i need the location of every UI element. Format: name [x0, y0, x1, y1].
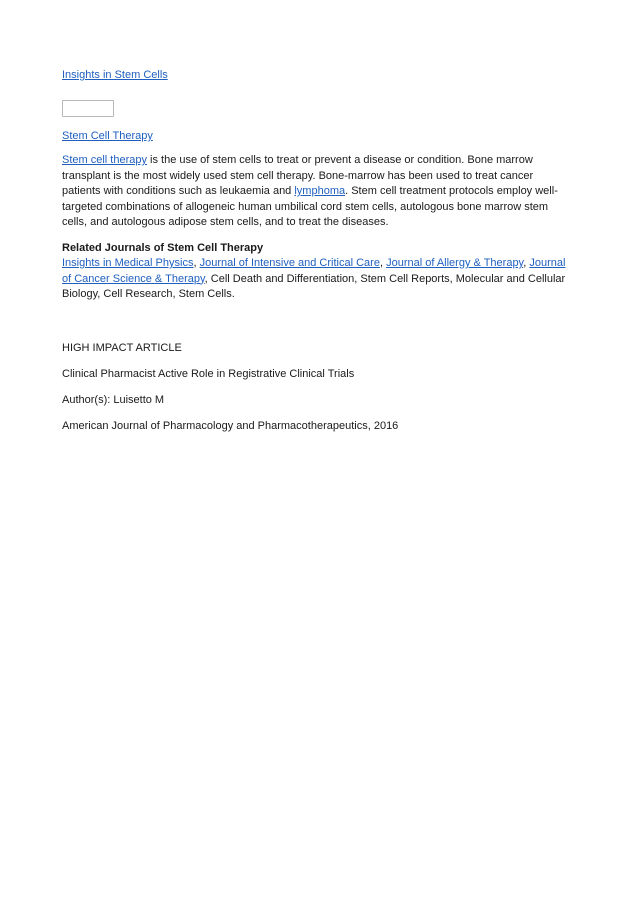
related-journals-heading: Related Journals of Stem Cell Therapy [62, 241, 264, 254]
high-impact-article-heading: HIGH IMPACT ARTICLE [62, 341, 182, 354]
stem-cell-therapy-title-link[interactable]: Stem Cell Therapy [62, 130, 153, 142]
related-journals-tail: , Cell Death and Differentiation, Stem Cell Reports, Molecular and Cellular Biology, Cell Research, Stem Cells. [62, 272, 566, 300]
document-page [62, 68, 574, 433]
section-title [62, 129, 574, 143]
journal-separator: , [193, 257, 200, 269]
stem-cell-therapy-term-link[interactable]: Stem cell therapy [62, 154, 147, 166]
journal-link-cancer-science-therapy[interactable]: Journal of Cancer Science & Therapy [62, 257, 566, 285]
journal-separator: , [523, 257, 530, 269]
lymphoma-link[interactable]: lymphoma [294, 185, 346, 197]
journal-link-medical-physics[interactable]: Insights in Medical Physics [62, 257, 194, 269]
insights-in-stem-cells-link[interactable]: Insights in Stem Cells [62, 69, 168, 81]
intro-paragraph [62, 153, 574, 231]
article-journal: American Journal of Pharmacology and Pharmacotherapeutics, 2016 [62, 419, 399, 432]
article-author: Author(s): Luisetto M [62, 393, 165, 406]
image-placeholder [62, 100, 114, 117]
article-title: Clinical Pharmacist Active Role in Registrative Clinical Trials [62, 367, 355, 380]
journal-link-allergy-therapy[interactable]: Journal of Allergy & Therapy [386, 257, 524, 269]
intro-text-2: . Stem cell treatment protocols employ well-targeted combinations of allogeneic human umbilical cord stem cells, autologous bone marrow stem cells, and autologous adipose stem cells, and to treat the diseases. [62, 185, 558, 228]
related-journals-block [62, 241, 574, 303]
journal-link-intensive-critical-care[interactable]: Journal of Intensive and Critical Care [199, 257, 380, 269]
related-journals-list [62, 256, 574, 303]
journal-separator: , [379, 257, 387, 269]
intro-text-1: is the use of stem cells to treat or prevent a disease or condition. Bone marrow transplant is the most widely used stem cell therapy. Bone-marrow has been used to treat cancer patients with conditions such as leukaemia and [62, 154, 534, 197]
